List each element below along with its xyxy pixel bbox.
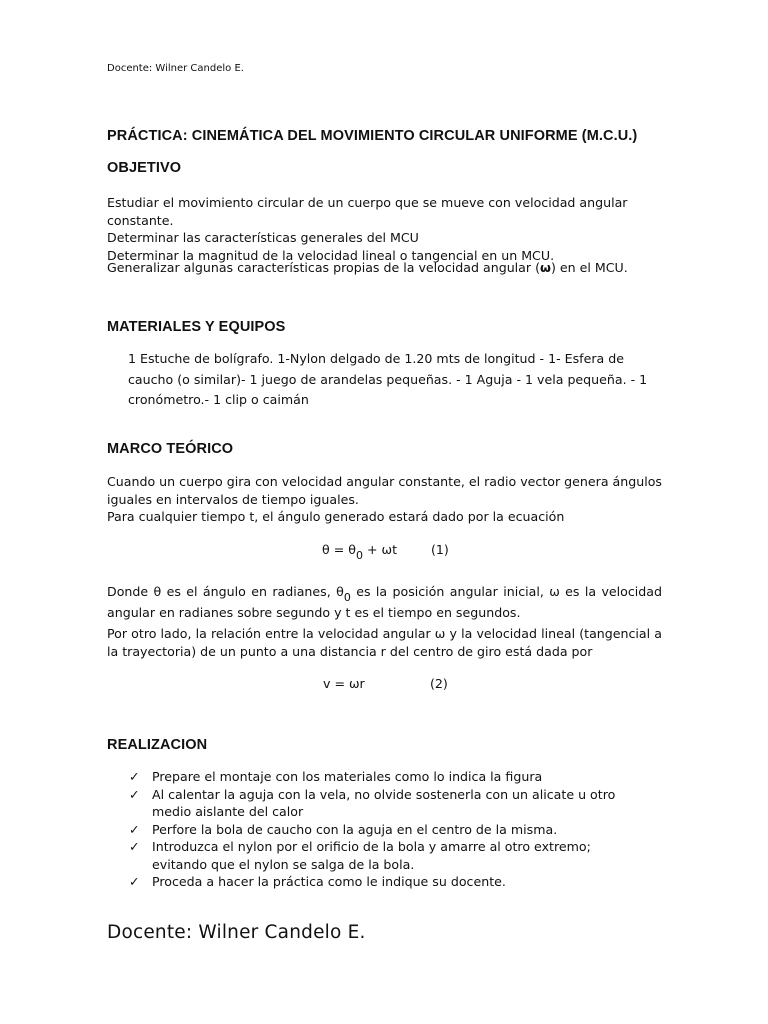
objective-heading: OBJETIVO: [107, 160, 182, 176]
theory-paragraph-2: Para cualquier tiempo t, el ángulo generado estará dado por la ecuación: [107, 509, 565, 524]
checkmark-icon: ✓: [129, 769, 140, 784]
procedure-step-text: Perfore la bola de caucho con la aguja en el centro de la misma.: [152, 821, 558, 837]
equation-2-number: (2): [430, 676, 448, 691]
procedure-step: [129, 768, 649, 786]
objective-line: Determinar las características generales del MCU: [107, 230, 419, 245]
equation-1-right: + ωt: [362, 542, 398, 557]
procedure-step: [129, 821, 649, 839]
paragraph-3-after: es la posición angular inicial, ω es la velocidad angular en radianes sobre segundo y t es el tiempo en segundos.: [107, 584, 662, 620]
objective-line: Determinar la magnitud de la velocidad lineal o tangencial en un MCU.: [107, 247, 555, 263]
procedure-step-text: Al calentar la aguja con la vela, no olvide sostenerla con un alicate u otro medio aislante del calor: [152, 786, 616, 819]
procedure-step-text: Prepare el montaje con los materiales como lo indica la figura: [152, 769, 543, 784]
objective-generalize: [107, 259, 662, 277]
omega-symbol: ω: [539, 260, 551, 275]
materials-heading: MATERIALES Y EQUIPOS: [107, 319, 286, 335]
objective-line: Estudiar el movimiento circular de un cuerpo que se mueve con velocidad angular constante.: [107, 195, 628, 228]
checkmark-icon: ✓: [129, 839, 140, 854]
generalize-text-before: Generalizar algunas características propias de la velocidad angular (: [107, 260, 540, 275]
equation-2: v = ωr: [323, 676, 365, 691]
procedure-list: [129, 768, 649, 891]
checkmark-icon: ✓: [129, 874, 140, 889]
theory-paragraph-1: Cuando un cuerpo gira con velocidad angular constante, el radio vector genera ángulos iguales en intervalos de tiempo iguales.: [107, 474, 662, 507]
equation-1: [322, 542, 398, 562]
procedure-step: [129, 873, 649, 891]
materials-text: 1 Estuche de bolígrafo. 1-Nylon delgado de 1.20 mts de longitud - 1- Esfera de caucho (o similar)- 1 juego de arandelas pequeñas. - 1 Aguja - 1 vela pequeña. - 1 cronómetro.- 1 clip o caimán: [128, 351, 648, 407]
objective-list: [107, 194, 662, 264]
equation-1-subscript: 0: [355, 549, 363, 562]
checkmark-icon: ✓: [129, 786, 140, 802]
procedure-step-text: Proceda a hacer la práctica como le indique su docente.: [152, 874, 506, 889]
theory-heading: MARCO TEÓRICO: [107, 441, 234, 457]
footer-teacher-signature: Docente: Wilner Candelo E.: [107, 922, 366, 943]
paragraph-3-subscript: 0: [343, 591, 351, 604]
paragraph-3-before: Donde θ es el ángulo en radianes, θ: [107, 584, 344, 599]
checkmark-icon: ✓: [129, 821, 140, 837]
procedure-step: [129, 786, 649, 821]
procedure-step-text: Introduzca el nylon por el orificio de la bola y amarre al otro extremo; evitando que el nylon se salga de la bola.: [152, 839, 591, 872]
equation-1-number: (1): [431, 542, 449, 557]
generalize-text-after: ) en el MCU.: [550, 260, 628, 275]
theory-paragraph-3: [107, 582, 662, 623]
header-teacher-note: Docente: Wilner Candelo E.: [107, 63, 244, 74]
procedure-heading: REALIZACION: [107, 737, 208, 753]
procedure-step: [129, 838, 649, 873]
equation-1-left: θ = θ: [322, 542, 356, 557]
theory-paragraph-4: Por otro lado, la relación entre la velocidad angular ω y la velocidad lineal (tangencial a la trayectoria) de un punto a una distancia r del centro de giro está dada por: [107, 626, 662, 659]
practice-title: PRÁCTICA: CINEMÁTICA DEL MOVIMIENTO CIRCULAR UNIFORME (M.C.U.): [107, 128, 638, 144]
